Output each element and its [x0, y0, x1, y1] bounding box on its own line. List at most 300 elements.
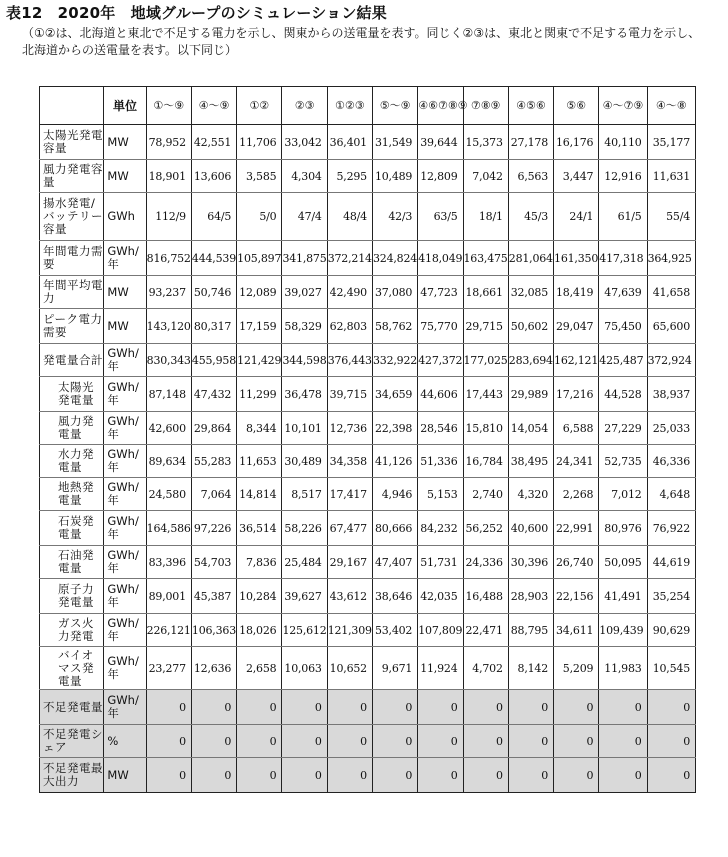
table-cell: 5,209 [554, 647, 599, 690]
column-header: ④～⑧ [647, 87, 695, 125]
table-cell: 37,080 [372, 276, 417, 309]
table-cell: 107,809 [418, 614, 463, 647]
row-unit: GWh/年 [104, 647, 146, 690]
row-label: 不足発電シェア [40, 725, 104, 758]
row-unit: GWh/年 [104, 546, 146, 579]
row-label: 風力発電容量 [40, 160, 104, 193]
table-cell: 0 [237, 690, 282, 725]
table-cell: 14,814 [237, 478, 282, 511]
table-cell: 0 [599, 725, 647, 758]
table-cell: 83,396 [146, 546, 191, 579]
table-cell: 12,809 [418, 160, 463, 193]
table-row [40, 579, 696, 614]
table-cell: 41,126 [372, 445, 417, 478]
table-cell: 27,178 [508, 125, 553, 160]
table-body [40, 87, 696, 793]
table-cell: 38,646 [372, 579, 417, 614]
table-row [40, 614, 696, 647]
table-cell: 0 [372, 758, 417, 793]
table-cell: 0 [418, 725, 463, 758]
table-cell: 18,901 [146, 160, 191, 193]
table-cell: 28,546 [418, 412, 463, 445]
table-cell: 0 [647, 690, 695, 725]
table-cell: 10,489 [372, 160, 417, 193]
table-cell: 4,702 [463, 647, 508, 690]
table-cell: 41,491 [599, 579, 647, 614]
row-unit: GWh/年 [104, 377, 146, 412]
table-title: 表12 2020年 地域グループのシミュレーション結果 [6, 4, 387, 22]
table-cell: 80,317 [191, 309, 236, 344]
table-cell: 109,439 [599, 614, 647, 647]
row-unit: MW [104, 309, 146, 344]
table-cell: 164,586 [146, 511, 191, 546]
table-cell: 65,600 [647, 309, 695, 344]
table-cell: 22,991 [554, 511, 599, 546]
table-cell: 42/3 [372, 193, 417, 241]
table-cell: 53,402 [372, 614, 417, 647]
table-cell: 0 [146, 725, 191, 758]
table-cell: 15,373 [463, 125, 508, 160]
column-header: ④⑤⑥ [508, 87, 553, 125]
table-cell: 0 [191, 725, 236, 758]
table-cell: 58,762 [372, 309, 417, 344]
table-cell: 3,447 [554, 160, 599, 193]
table-cell: 12,736 [327, 412, 372, 445]
table-cell: 13,606 [191, 160, 236, 193]
row-unit: MW [104, 125, 146, 160]
table-cell: 10,284 [237, 579, 282, 614]
table-cell: 9,671 [372, 647, 417, 690]
table-cell: 162,121 [554, 344, 599, 377]
row-label: 年間電力需要 [40, 241, 104, 276]
table-cell: 372,214 [327, 241, 372, 276]
table-cell: 18,661 [463, 276, 508, 309]
table-cell: 75,770 [418, 309, 463, 344]
table-cell: 143,120 [146, 309, 191, 344]
table-row [40, 412, 696, 445]
row-unit: GWh/年 [104, 579, 146, 614]
table-cell: 43,612 [327, 579, 372, 614]
table-cell: 8,344 [237, 412, 282, 445]
table-cell: 11,299 [237, 377, 282, 412]
row-unit: MW [104, 160, 146, 193]
row-label: 地熱発電量 [40, 478, 104, 511]
column-header: ⑦⑧⑨ [463, 87, 508, 125]
table-cell: 51,336 [418, 445, 463, 478]
table-cell: 0 [327, 758, 372, 793]
row-label: 年間平均電力 [40, 276, 104, 309]
table-cell: 80,666 [372, 511, 417, 546]
table-cell: 52,735 [599, 445, 647, 478]
table-cell: 54,703 [191, 546, 236, 579]
table-cell: 41,658 [647, 276, 695, 309]
table-cell: 16,176 [554, 125, 599, 160]
table-cell: 0 [463, 758, 508, 793]
row-unit: GWh [104, 193, 146, 241]
table-cell: 51,731 [418, 546, 463, 579]
table-cell: 27,229 [599, 412, 647, 445]
table-cell: 22,156 [554, 579, 599, 614]
table-cell: 177,025 [463, 344, 508, 377]
table-cell: 0 [418, 690, 463, 725]
table-cell: 25,484 [282, 546, 327, 579]
table-cell: 7,064 [191, 478, 236, 511]
table-cell: 364,925 [647, 241, 695, 276]
unit-header: 単位 [104, 87, 146, 125]
table-note: （①②は、北海道と東北で不足する電力を示し、関東からの送電量を表す。同じく②③は、東北と関東で不足する電力を示し、北海道からの送電量を表す。以下同じ） [22, 26, 701, 57]
header-row [40, 87, 696, 125]
table-cell: 5,295 [327, 160, 372, 193]
table-cell: 0 [463, 725, 508, 758]
table-cell: 88,795 [508, 614, 553, 647]
table-cell: 34,358 [327, 445, 372, 478]
table-cell: 12,089 [237, 276, 282, 309]
table-cell: 23,277 [146, 647, 191, 690]
table-cell: 24,341 [554, 445, 599, 478]
table-cell: 341,875 [282, 241, 327, 276]
column-header: ⑤⑥ [554, 87, 599, 125]
table-cell: 40,600 [508, 511, 553, 546]
table-cell: 24,336 [463, 546, 508, 579]
table-row [40, 445, 696, 478]
table-cell: 18,419 [554, 276, 599, 309]
table-cell: 226,121 [146, 614, 191, 647]
table-cell: 38,495 [508, 445, 553, 478]
table-cell: 17,443 [463, 377, 508, 412]
table-cell: 14,054 [508, 412, 553, 445]
row-unit: GWh/年 [104, 412, 146, 445]
table-cell: 2,658 [237, 647, 282, 690]
table-cell: 0 [191, 758, 236, 793]
row-label: 不足発電最大出力 [40, 758, 104, 793]
table-cell: 0 [191, 690, 236, 725]
table-cell: 50,095 [599, 546, 647, 579]
row-label: 太陽光発電容量 [40, 125, 104, 160]
table-cell: 5/0 [237, 193, 282, 241]
table-cell: 75,450 [599, 309, 647, 344]
table-row [40, 193, 696, 241]
table-cell: 18,026 [237, 614, 282, 647]
column-header: ①② [237, 87, 282, 125]
table-cell: 324,824 [372, 241, 417, 276]
table-cell: 80,976 [599, 511, 647, 546]
table-cell: 38,937 [647, 377, 695, 412]
table-cell: 16,784 [463, 445, 508, 478]
row-unit: GWh/年 [104, 690, 146, 725]
column-header: ⑤～⑨ [372, 87, 417, 125]
table-cell: 62,803 [327, 309, 372, 344]
table-cell: 0 [508, 690, 553, 725]
table-cell: 455,958 [191, 344, 236, 377]
table-row [40, 276, 696, 309]
table-cell: 89,001 [146, 579, 191, 614]
table-cell: 42,600 [146, 412, 191, 445]
table-cell: 0 [237, 758, 282, 793]
table-cell: 417,318 [599, 241, 647, 276]
table-cell: 0 [508, 725, 553, 758]
table-cell: 30,489 [282, 445, 327, 478]
table-cell: 163,475 [463, 241, 508, 276]
column-header: ④⑥⑦⑧⑨ [418, 87, 463, 125]
column-header: ①～⑨ [146, 87, 191, 125]
row-label: 太陽光発電量 [40, 377, 104, 412]
simulation-table [39, 86, 696, 793]
table-cell: 0 [554, 758, 599, 793]
table-cell: 32,085 [508, 276, 553, 309]
table-cell: 17,159 [237, 309, 282, 344]
table-cell: 12,636 [191, 647, 236, 690]
table-cell: 55,283 [191, 445, 236, 478]
table-cell: 29,989 [508, 377, 553, 412]
table-cell: 12,916 [599, 160, 647, 193]
table-cell: 0 [418, 758, 463, 793]
row-unit: GWh/年 [104, 445, 146, 478]
table-cell: 2,740 [463, 478, 508, 511]
table-cell: 25,033 [647, 412, 695, 445]
table-cell: 47,432 [191, 377, 236, 412]
table-cell: 34,611 [554, 614, 599, 647]
table-cell: 35,177 [647, 125, 695, 160]
table-cell: 87,148 [146, 377, 191, 412]
table-cell: 425,487 [599, 344, 647, 377]
table-cell: 376,443 [327, 344, 372, 377]
table-cell: 8,517 [282, 478, 327, 511]
table-cell: 427,372 [418, 344, 463, 377]
table-cell: 105,897 [237, 241, 282, 276]
table-cell: 4,304 [282, 160, 327, 193]
table-cell: 31,549 [372, 125, 417, 160]
table-cell: 4,648 [647, 478, 695, 511]
row-unit: GWh/年 [104, 241, 146, 276]
table-row [40, 725, 696, 758]
table-cell: 97,226 [191, 511, 236, 546]
table-cell: 89,634 [146, 445, 191, 478]
table-cell: 0 [327, 725, 372, 758]
table-cell: 90,629 [647, 614, 695, 647]
row-unit: MW [104, 276, 146, 309]
table-cell: 58,329 [282, 309, 327, 344]
row-unit: % [104, 725, 146, 758]
table-row [40, 478, 696, 511]
row-label: 風力発電量 [40, 412, 104, 445]
table-cell: 48/4 [327, 193, 372, 241]
table-cell: 0 [372, 690, 417, 725]
table-cell: 24,580 [146, 478, 191, 511]
table-cell: 55/4 [647, 193, 695, 241]
table-cell: 0 [327, 690, 372, 725]
table-cell: 281,064 [508, 241, 553, 276]
table-cell: 36,514 [237, 511, 282, 546]
table-cell: 44,528 [599, 377, 647, 412]
row-label: ピーク電力需要 [40, 309, 104, 344]
table-cell: 47/4 [282, 193, 327, 241]
table-cell: 0 [599, 690, 647, 725]
table-cell: 7,012 [599, 478, 647, 511]
column-header: ④～⑨ [191, 87, 236, 125]
table-cell: 444,539 [191, 241, 236, 276]
table-cell: 7,042 [463, 160, 508, 193]
table-row [40, 546, 696, 579]
table-cell: 17,417 [327, 478, 372, 511]
table-cell: 332,922 [372, 344, 417, 377]
table-cell: 84,232 [418, 511, 463, 546]
table-cell: 10,063 [282, 647, 327, 690]
table-cell: 18/1 [463, 193, 508, 241]
table-cell: 42,551 [191, 125, 236, 160]
row-label: 石油発電量 [40, 546, 104, 579]
row-label: 石炭発電量 [40, 511, 104, 546]
table-cell: 58,226 [282, 511, 327, 546]
table-cell: 39,627 [282, 579, 327, 614]
table-cell: 125,612 [282, 614, 327, 647]
table-cell: 24/1 [554, 193, 599, 241]
table-cell: 0 [647, 725, 695, 758]
table-cell: 418,049 [418, 241, 463, 276]
table-cell: 0 [372, 725, 417, 758]
table-cell: 4,320 [508, 478, 553, 511]
table-cell: 45/3 [508, 193, 553, 241]
table-cell: 28,903 [508, 579, 553, 614]
table-cell: 47,407 [372, 546, 417, 579]
table-cell: 0 [237, 725, 282, 758]
table-cell: 64/5 [191, 193, 236, 241]
table-row [40, 690, 696, 725]
table-row [40, 377, 696, 412]
column-header: ①②③ [327, 87, 372, 125]
row-label: 発電量合計 [40, 344, 104, 377]
table-row [40, 758, 696, 793]
table-row [40, 344, 696, 377]
table-cell: 67,477 [327, 511, 372, 546]
table-cell: 6,563 [508, 160, 553, 193]
table-row [40, 241, 696, 276]
table-cell: 10,545 [647, 647, 695, 690]
table-cell: 0 [282, 758, 327, 793]
table-row [40, 125, 696, 160]
table-cell: 46,336 [647, 445, 695, 478]
table-cell: 78,952 [146, 125, 191, 160]
table-cell: 63/5 [418, 193, 463, 241]
table-cell: 50,602 [508, 309, 553, 344]
table-cell: 39,715 [327, 377, 372, 412]
table-cell: 5,153 [418, 478, 463, 511]
table-cell: 42,490 [327, 276, 372, 309]
table-cell: 39,027 [282, 276, 327, 309]
table-row [40, 309, 696, 344]
table-cell: 11,631 [647, 160, 695, 193]
table-cell: 56,252 [463, 511, 508, 546]
table-cell: 0 [146, 690, 191, 725]
table-cell: 0 [282, 690, 327, 725]
table-cell: 29,047 [554, 309, 599, 344]
table-cell: 0 [146, 758, 191, 793]
corner-cell [40, 87, 104, 125]
table-cell: 47,723 [418, 276, 463, 309]
table-cell: 29,864 [191, 412, 236, 445]
table-cell: 11,983 [599, 647, 647, 690]
table-cell: 16,488 [463, 579, 508, 614]
table-cell: 22,471 [463, 614, 508, 647]
table-cell: 283,694 [508, 344, 553, 377]
table-cell: 61/5 [599, 193, 647, 241]
row-label: 揚水発電/バッテリー容量 [40, 193, 104, 241]
table-cell: 3,585 [237, 160, 282, 193]
table-cell: 17,216 [554, 377, 599, 412]
table-cell: 112/9 [146, 193, 191, 241]
table-cell: 26,740 [554, 546, 599, 579]
table-cell: 10,652 [327, 647, 372, 690]
table-cell: 372,924 [647, 344, 695, 377]
table-row [40, 511, 696, 546]
table-cell: 121,429 [237, 344, 282, 377]
table-cell: 36,478 [282, 377, 327, 412]
table-cell: 39,644 [418, 125, 463, 160]
table-cell: 30,396 [508, 546, 553, 579]
table-cell: 47,639 [599, 276, 647, 309]
table-cell: 34,659 [372, 377, 417, 412]
table-cell: 0 [282, 725, 327, 758]
table-cell: 44,619 [647, 546, 695, 579]
table-cell: 11,706 [237, 125, 282, 160]
table-cell: 0 [554, 690, 599, 725]
table-cell: 106,363 [191, 614, 236, 647]
table-cell: 161,350 [554, 241, 599, 276]
table-cell: 44,606 [418, 377, 463, 412]
row-unit: MW [104, 758, 146, 793]
table-cell: 7,836 [237, 546, 282, 579]
row-label: 水力発電量 [40, 445, 104, 478]
table-cell: 816,752 [146, 241, 191, 276]
table-cell: 830,343 [146, 344, 191, 377]
column-header: ②③ [282, 87, 327, 125]
table-cell: 40,110 [599, 125, 647, 160]
row-label: 原子力発電量 [40, 579, 104, 614]
table-cell: 0 [508, 758, 553, 793]
row-label: 不足発電量 [40, 690, 104, 725]
table-row [40, 160, 696, 193]
table-cell: 76,922 [647, 511, 695, 546]
table-cell: 121,309 [327, 614, 372, 647]
table-cell: 29,715 [463, 309, 508, 344]
table-cell: 11,924 [418, 647, 463, 690]
table-cell: 29,167 [327, 546, 372, 579]
table-cell: 344,598 [282, 344, 327, 377]
row-unit: GWh/年 [104, 614, 146, 647]
table-cell: 35,254 [647, 579, 695, 614]
table-row [40, 647, 696, 690]
table-cell: 10,101 [282, 412, 327, 445]
table-cell: 11,653 [237, 445, 282, 478]
row-unit: GWh/年 [104, 511, 146, 546]
table-cell: 33,042 [282, 125, 327, 160]
table-cell: 4,946 [372, 478, 417, 511]
table-cell: 36,401 [327, 125, 372, 160]
table-cell: 0 [647, 758, 695, 793]
table-cell: 8,142 [508, 647, 553, 690]
table-cell: 0 [463, 690, 508, 725]
row-unit: GWh/年 [104, 344, 146, 377]
row-label: バイオマス発電量 [40, 647, 104, 690]
table-cell: 22,398 [372, 412, 417, 445]
column-header: ④～⑦⑨ [599, 87, 647, 125]
table-cell: 0 [554, 725, 599, 758]
table-cell: 42,035 [418, 579, 463, 614]
table-cell: 2,268 [554, 478, 599, 511]
table-cell: 50,746 [191, 276, 236, 309]
table-cell: 93,237 [146, 276, 191, 309]
table-cell: 15,810 [463, 412, 508, 445]
row-unit: GWh/年 [104, 478, 146, 511]
